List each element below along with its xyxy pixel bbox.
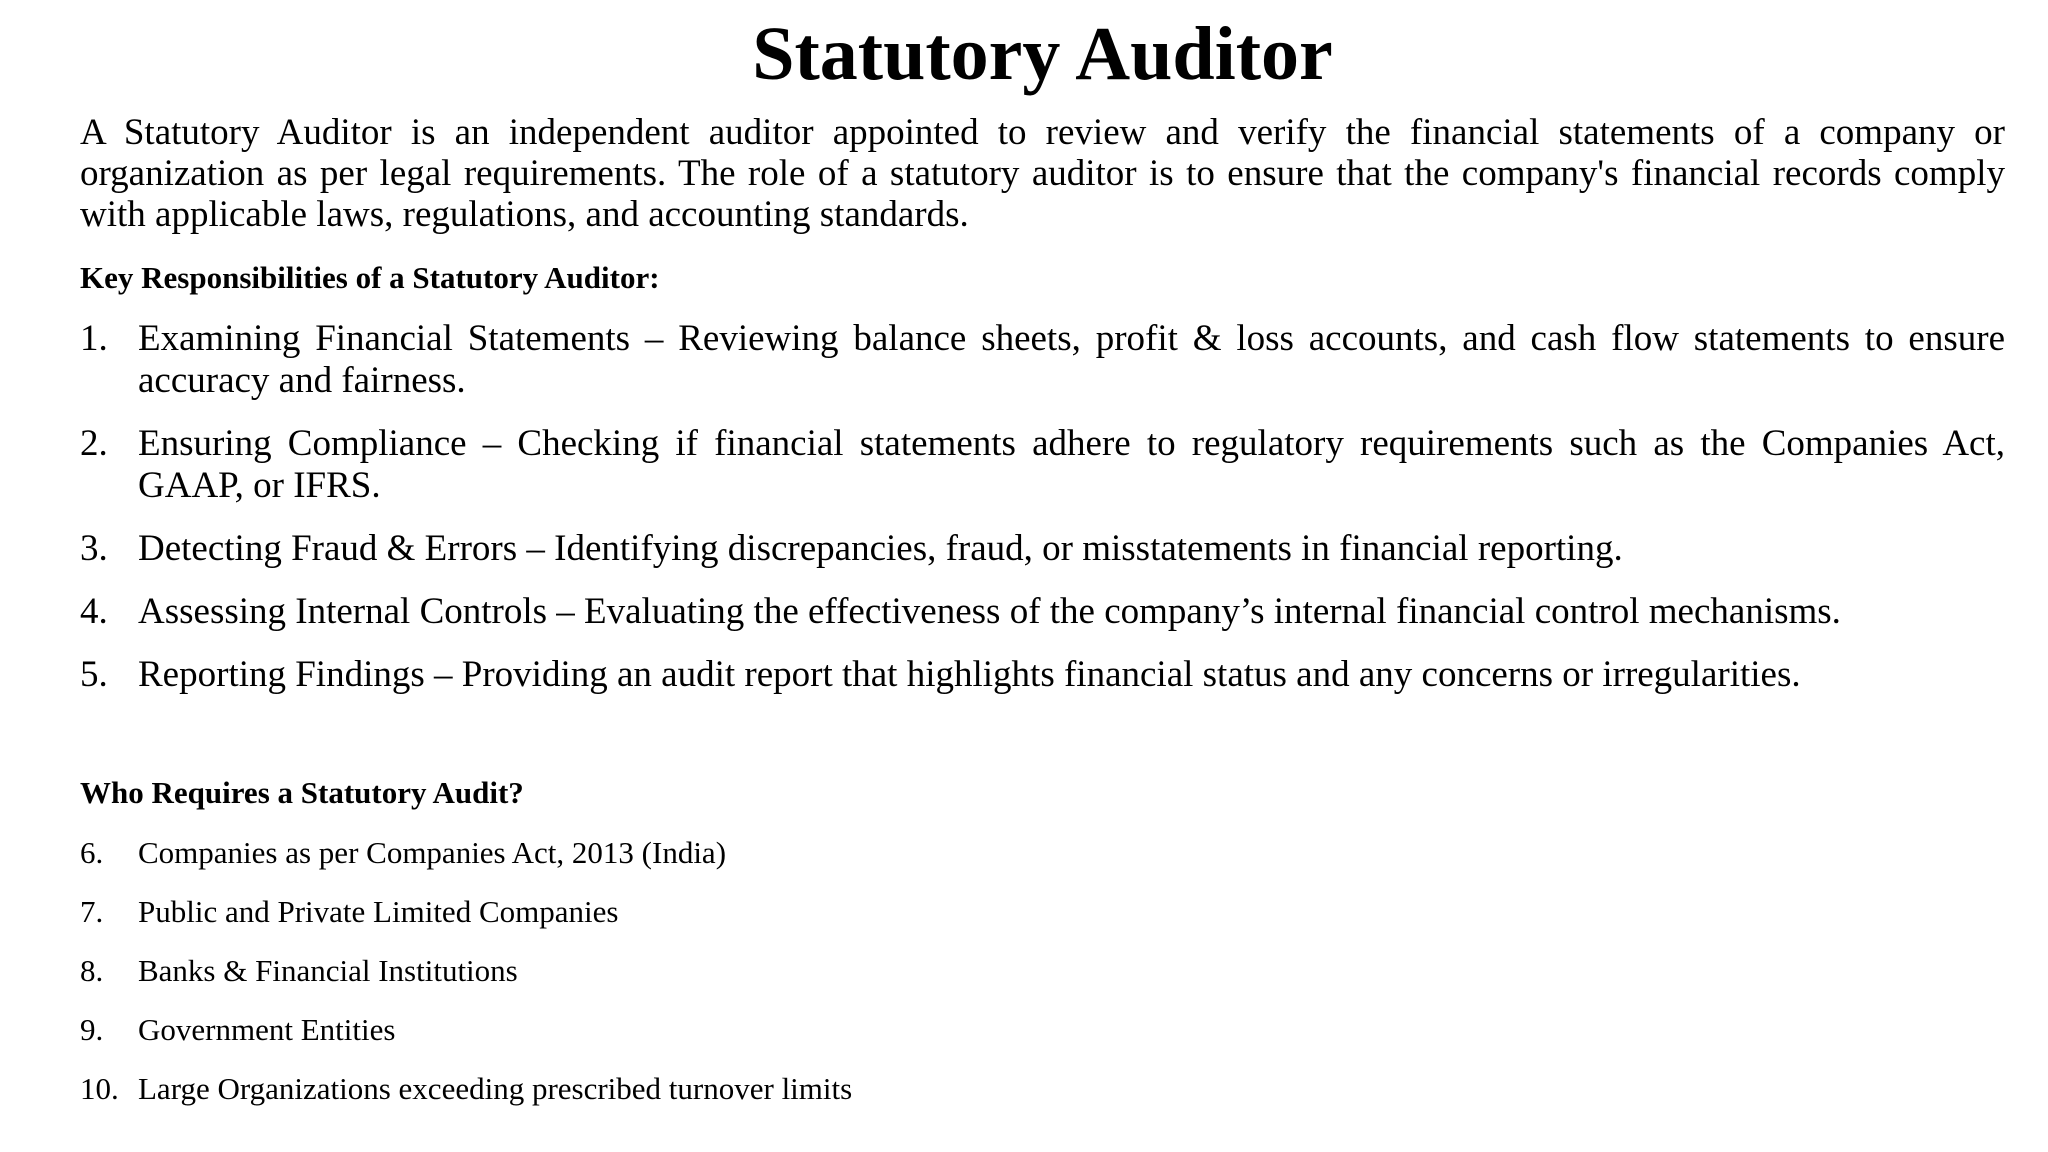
who-requires-list [80, 833, 2005, 1128]
list-item [80, 591, 2005, 633]
list-item [80, 423, 2005, 507]
list-item [80, 528, 2005, 570]
responsibilities-heading: Key Responsibilities of a Statutory Auditor: [80, 260, 660, 295]
list-item-number: 10. [80, 1071, 119, 1106]
list-item-text: Public and Private Limited Companies [138, 894, 619, 929]
list-item-number: 3. [80, 528, 108, 569]
list-item-number: 8. [80, 953, 104, 988]
list-item-text: Assessing Internal Controls – Evaluating the effectiveness of the company’s internal financial control mechanisms. [138, 591, 1841, 632]
list-item [80, 951, 2005, 991]
page-title: Statutory Auditor [752, 12, 1333, 96]
document-slide [80, 0, 2005, 1152]
list-item-number: 6. [80, 835, 104, 870]
list-item-number: 1. [80, 318, 108, 359]
who-requires-heading: Who Requires a Statutory Audit? [80, 775, 524, 810]
list-item-text: Detecting Fraud & Errors – Identifying discrepancies, fraud, or misstatements in financial reporting. [138, 528, 1623, 569]
list-item-text: Reporting Findings – Providing an audit report that highlights financial status and any concerns or irregularities. [138, 654, 1801, 695]
list-item [80, 892, 2005, 932]
list-item [80, 318, 2005, 402]
responsibilities-list [80, 318, 2005, 717]
list-item-text: Government Entities [138, 1012, 396, 1047]
list-item-text: Large Organizations exceeding prescribed turnover limits [138, 1071, 853, 1106]
list-item-number: 9. [80, 1012, 104, 1047]
list-item-number: 2. [80, 423, 108, 464]
list-item-number: 5. [80, 654, 108, 695]
list-item-text: Companies as per Companies Act, 2013 (India) [138, 835, 727, 870]
list-item [80, 1069, 2005, 1109]
list-item-text: Examining Financial Statements – Reviewing balance sheets, profit & loss accounts, and cash flow statements to ensure accuracy and fairness. [138, 318, 2005, 401]
list-item-number: 7. [80, 894, 104, 929]
list-item [80, 1010, 2005, 1050]
list-item-text: Ensuring Compliance – Checking if financial statements adhere to regulatory requirements such as the Companies Act, GAAP, or IFRS. [138, 423, 2005, 506]
list-item-number: 4. [80, 591, 108, 632]
list-item-text: Banks & Financial Institutions [138, 953, 518, 988]
list-item [80, 833, 2005, 873]
intro-paragraph: A Statutory Auditor is an independent auditor appointed to review and verify the financial statements of a company or organization as per legal requirements. The role of a statutory auditor is to ensure that the company's financial records comply with applicable laws, regulations, and accounting standards. [80, 112, 2005, 235]
list-item [80, 654, 2005, 696]
